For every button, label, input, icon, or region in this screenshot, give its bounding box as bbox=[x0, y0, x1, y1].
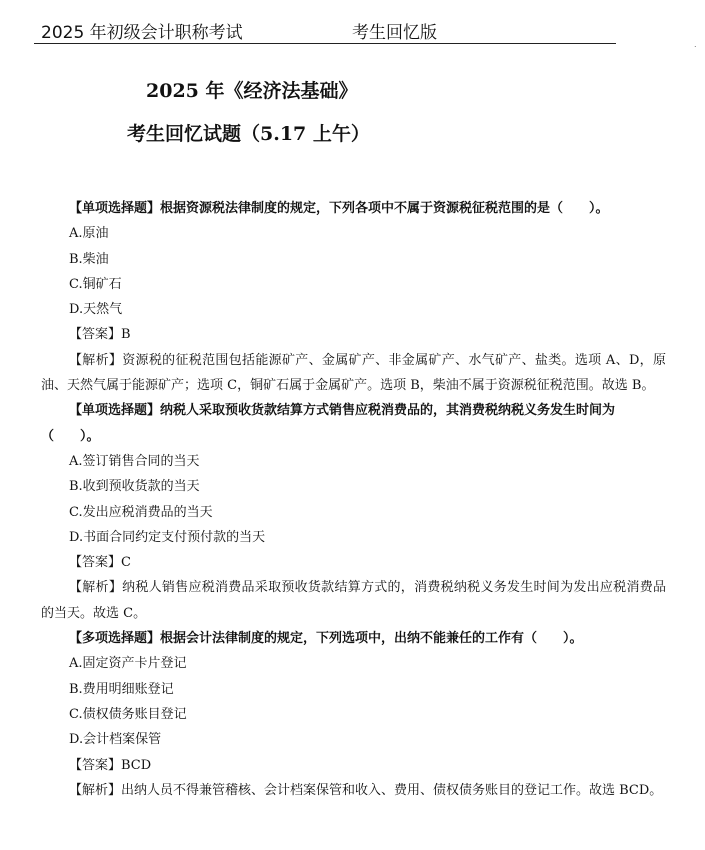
question-1 bbox=[41, 196, 666, 398]
option-a: A.原油 bbox=[69, 226, 109, 242]
header-dot: . bbox=[694, 40, 697, 49]
option-c: C.债权债务账目登记 bbox=[69, 706, 187, 722]
option-a: A.固定资产卡片登记 bbox=[69, 656, 187, 672]
option-c: C.发出应税消费品的当天 bbox=[69, 504, 213, 520]
question-stem: 【单项选择题】根据资源税法律制度的规定，下列各项中不属于资源税征税范围的是（ ）。 bbox=[69, 201, 609, 216]
option-d: D.会计档案保管 bbox=[69, 732, 162, 748]
doc-subtitle: 考生回忆试题（5.17 上午） bbox=[127, 123, 370, 145]
header-exam-name: 2025 年初级会计职称考试 bbox=[41, 23, 243, 43]
doc-title: 2025 年《经济法基础》 bbox=[146, 80, 358, 102]
option-d: D.天然气 bbox=[69, 302, 123, 318]
option-c: C.铜矿石 bbox=[69, 276, 122, 292]
header-edition: 考生回忆版 bbox=[352, 23, 437, 43]
answer: 【答案】C bbox=[69, 555, 131, 571]
explanation: 【解析】资源税的征税范围包括能源矿产、金属矿产、非金属矿产、水气矿产、盐类。选项 A、D，原油、天然气属于能源矿产；选项 C，铜矿石属于金属矿产。选项 B，柴油不属于资源税征税范围。故选 B。 bbox=[41, 352, 666, 394]
question-stem: 【多项选择题】根据会计法律制度的规定，下列选项中，出纳不能兼任的工作有（ ）。 bbox=[69, 631, 583, 647]
question-3 bbox=[41, 626, 666, 803]
option-d: D.书面合同约定支付预付款的当天 bbox=[69, 529, 266, 545]
explanation: 【解析】纳税人销售应税消费品采取预收货款结算方式的，消费税纳税义务发生时间为发出应税消费品的当天。故选 C。 bbox=[41, 580, 666, 621]
option-b: B.费用明细账登记 bbox=[69, 681, 174, 697]
question-list bbox=[41, 196, 666, 803]
answer: 【答案】B bbox=[69, 327, 131, 343]
question-2 bbox=[41, 398, 666, 626]
option-b: B.柴油 bbox=[69, 251, 109, 267]
option-b: B.收到预收货款的当天 bbox=[69, 479, 200, 495]
explanation: 【解析】出纳人员不得兼管稽核、会计档案保管和收入、费用、债权债务账目的登记工作。故选 BCD。 bbox=[69, 782, 663, 798]
answer: 【答案】BCD bbox=[69, 757, 152, 773]
question-stem: 【单项选择题】纳税人采取预收货款结算方式销售应税消费品的，其消费税纳税义务发生时间为（ ）。 bbox=[41, 403, 616, 444]
option-a: A.签订销售合同的当天 bbox=[69, 453, 200, 469]
header-rule bbox=[34, 43, 616, 44]
